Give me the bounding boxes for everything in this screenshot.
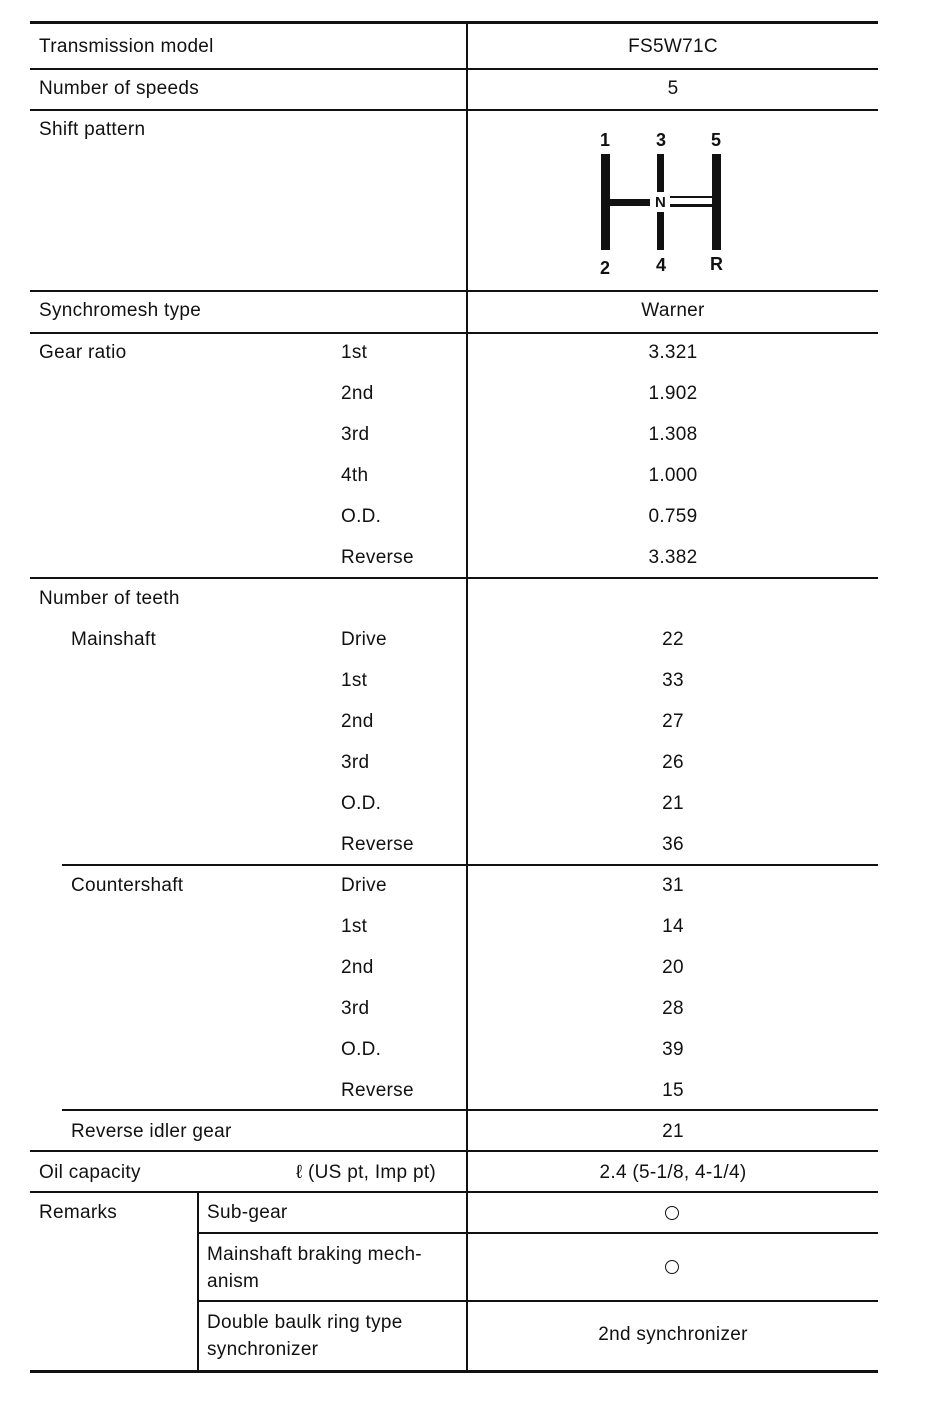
countershaft-gear: 3rd — [341, 998, 370, 1019]
remarks-label: Remarks — [39, 1202, 118, 1223]
reverse-idler-teeth: 21 — [662, 1121, 684, 1142]
mainshaft-teeth: 22 — [662, 629, 684, 650]
mainshaft-label: Mainshaft — [71, 629, 157, 650]
gear-ratio-value: 3.321 — [648, 342, 698, 363]
countershaft-teeth: 15 — [662, 1080, 684, 1101]
oil-capacity-unit: ℓ (US pt, Imp pt) — [296, 1162, 437, 1183]
shift-pos-reverse: R — [710, 254, 723, 274]
countershaft-teeth: 39 — [662, 1039, 684, 1060]
synchromesh-type-value: Warner — [641, 300, 705, 321]
number-of-speeds-label: Number of speeds — [39, 78, 200, 99]
synchromesh-type-label: Synchromesh type — [39, 300, 202, 321]
number-of-speeds-value: 5 — [667, 78, 679, 99]
transmission-model-value: FS5W71C — [628, 36, 718, 57]
row-divider — [30, 577, 878, 579]
shift-gate-left — [601, 154, 610, 250]
row-divider — [30, 332, 878, 334]
shift-crossbar-left — [610, 199, 650, 206]
oil-capacity-label: Oil capacity — [39, 1162, 141, 1183]
countershaft-teeth: 31 — [662, 875, 684, 896]
row-divider — [198, 1232, 878, 1234]
mainshaft-gear: 1st — [341, 670, 368, 691]
mainshaft-gear: 3rd — [341, 752, 370, 773]
shift-pattern-diagram — [588, 124, 738, 280]
row-divider — [30, 68, 878, 70]
shift-pos-2: 2 — [600, 258, 611, 278]
mainshaft-gear: 2nd — [341, 711, 374, 732]
gear-ratio-value: 3.382 — [648, 547, 698, 568]
gear-ratio-gear: 3rd — [341, 424, 370, 445]
gear-ratio-gear: 4th — [341, 465, 369, 486]
gear-ratio-gear: 2nd — [341, 383, 374, 404]
shift-pos-1: 1 — [600, 130, 611, 150]
shift-neutral: N — [655, 194, 666, 211]
countershaft-teeth: 20 — [662, 957, 684, 978]
row-divider — [198, 1300, 878, 1302]
shift-gate-center-bottom — [657, 212, 664, 250]
remarks-item: Sub-gear — [207, 1202, 288, 1223]
shift-crossbar-right-bottom — [670, 204, 712, 207]
gear-ratio-gear: O.D. — [341, 506, 382, 527]
gear-ratio-gear: 1st — [341, 342, 368, 363]
row-divider — [30, 109, 878, 111]
row-divider — [62, 864, 878, 866]
row-divider — [30, 1150, 878, 1152]
table-bottom-rule — [30, 1370, 878, 1373]
countershaft-teeth: 14 — [662, 916, 684, 937]
remarks-item: Mainshaft braking mech- anism — [207, 1244, 422, 1292]
shift-pos-4: 4 — [656, 255, 667, 275]
remark-value: 2nd synchronizer — [598, 1324, 748, 1345]
transmission-model-label: Transmission model — [39, 36, 214, 57]
remark-yes-mark — [665, 1260, 679, 1274]
gear-ratio-value: 0.759 — [648, 506, 698, 527]
countershaft-label: Countershaft — [71, 875, 184, 896]
row-divider — [30, 290, 878, 292]
countershaft-gear: Reverse — [341, 1080, 414, 1101]
remark-yes-mark — [665, 1206, 679, 1220]
countershaft-teeth: 28 — [662, 998, 684, 1019]
countershaft-gear: 1st — [341, 916, 368, 937]
mainshaft-gear: Drive — [341, 629, 387, 650]
mainshaft-gear: O.D. — [341, 793, 382, 814]
mainshaft-teeth: 26 — [662, 752, 684, 773]
row-divider — [62, 1109, 878, 1111]
gear-ratio-gear: Reverse — [341, 547, 414, 568]
shift-gate-center-top — [657, 154, 664, 192]
mainshaft-gear: Reverse — [341, 834, 414, 855]
mainshaft-teeth: 33 — [662, 670, 684, 691]
table-top-rule — [30, 21, 878, 24]
oil-capacity-value: 2.4 (5-1/8, 4-1/4) — [599, 1162, 747, 1183]
mainshaft-teeth: 27 — [662, 711, 684, 732]
remarks-column-divider — [197, 1191, 199, 1371]
shift-crossbar-right-top — [670, 196, 712, 198]
row-divider — [30, 1191, 878, 1193]
gear-ratio-label: Gear ratio — [39, 342, 127, 363]
gear-ratio-value: 1.000 — [648, 465, 698, 486]
mainshaft-teeth: 36 — [662, 834, 684, 855]
shift-gate-right — [712, 154, 721, 250]
shift-pattern-label: Shift pattern — [39, 119, 146, 140]
number-of-teeth-label: Number of teeth — [39, 588, 180, 609]
shift-pos-5: 5 — [711, 130, 722, 150]
countershaft-gear: O.D. — [341, 1039, 382, 1060]
gear-ratio-value: 1.902 — [648, 383, 698, 404]
column-divider — [466, 21, 468, 1371]
shift-pos-3: 3 — [656, 130, 667, 150]
gear-ratio-value: 1.308 — [648, 424, 698, 445]
countershaft-gear: 2nd — [341, 957, 374, 978]
reverse-idler-label: Reverse idler gear — [71, 1121, 232, 1142]
countershaft-gear: Drive — [341, 875, 387, 896]
mainshaft-teeth: 21 — [662, 793, 684, 814]
remarks-item: Double baulk ring type synchronizer — [207, 1312, 403, 1360]
